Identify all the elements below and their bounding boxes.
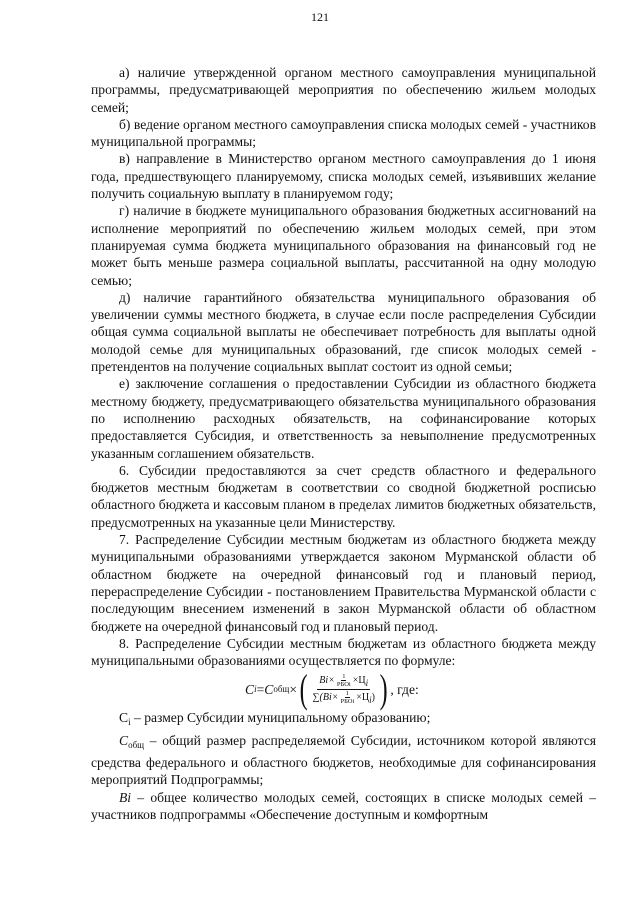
paragraph-item-d: д) наличие гарантийного обязательства муниципального образования об увеличении суммы местного бюджета, в случае если после распределения Субсидии общая сумма социальной выплаты не обеспечивает потребность для выплаты одной молодой семье для муниципальных образований, где список молодых семей - претендентов на получение социальных выплат состоит из одной семьи; — [91, 289, 596, 375]
paragraph-6: 6. Субсидии предоставляются за счет средств областного и федерального бюджетов местным бюджетам в соответствии со сводной бюджетной росписью областного бюджета и кассовым планом в пределах лимитов бюджетных обязательств, предусмотренных на указанные цели Министерству. — [91, 462, 596, 530]
formula-lhs: C — [245, 681, 255, 697]
formula-equals: = — [256, 681, 265, 697]
formula-den-small-frac — [338, 690, 356, 705]
formula-lhs-sub: i — [254, 683, 257, 694]
definition-ci-term: С — [119, 710, 129, 726]
formula-den-close: ) — [371, 691, 376, 703]
paragraph-item-b: б) ведение органом местного самоуправления списка молодых семей - участников муниципальной программы; — [91, 116, 596, 150]
formula-den-b-sub: i — [369, 694, 372, 705]
formula-sum-sign: ∑ — [312, 691, 320, 703]
formula-num-a: Bi× — [319, 674, 335, 686]
formula-where: , где: — [390, 681, 419, 697]
definition-bi-term: Bi — [119, 789, 132, 805]
definition-c-total-term: C — [119, 732, 129, 748]
formula-open-paren: ( — [299, 666, 308, 712]
paragraph-item-g: г) наличие в бюджете муниципального образования бюджетных ассигнований на исполнение мероприятий по обеспечению жильем молодых семей, при этом планируемая сумма бюджета муниципального образования на финансовый год не может быть меньше размера социальной выплаты, рассчитанной на одну молодую семью; — [91, 203, 596, 288]
formula-fraction — [310, 673, 377, 706]
formula-close-paren: ) — [379, 666, 388, 712]
formula-num-small-frac — [335, 673, 353, 688]
formula-small-den: РБОi — [336, 681, 351, 689]
paragraph-item-e: е) заключение соглашения о предоставлении Субсидии из областного бюджета местному бюджету, предусматривающего обязательства муниципального образования по исполнению расходных обязательств, на софинансирование которых предоставляется Субсидия, и ответственность за невыполнение предусмотренных указанным соглашением обязательств. — [91, 376, 596, 461]
definition-ci — [91, 709, 596, 731]
paragraph-item-v: в) направление в Министерство органом местного самоуправления до 1 июня года, предшествующего планируемому, списка молодых семей, изъявивших желание получить социальную выплату в планируемом году; — [91, 151, 596, 202]
paragraph-7: 7. Распределение Субсидии местным бюджетам из областного бюджета между муниципальными образованиями утверждается законом Мурманской области об областном бюджете на очередной финансовый год и плановый период, перераспределение Субсидии - постановлением Правительства Мурманской области с последующим внесением изменений в закон Мурманской области об областном бюджете на очередной финансовый год и плановый период. — [91, 532, 596, 634]
definition-bi — [91, 789, 596, 824]
definition-ci-term-sub: i — [128, 717, 131, 728]
paragraph-8: 8. Распределение Субсидии местным бюджетам из областного бюджета между муниципальными образованиями осуществляется по формуле: — [91, 635, 596, 669]
definition-ci-text: – размер Субсидии муниципальному образованию; — [130, 710, 431, 726]
definition-c-total-term-sub: общ — [128, 739, 145, 750]
formula-den-small-num: 1 — [345, 689, 349, 697]
formula-denominator — [310, 690, 377, 706]
formula-c-total: C — [264, 681, 274, 697]
formula-den-a: (Bi× — [319, 691, 339, 703]
formula-den-small-den: РБОi — [340, 697, 355, 705]
formula-c-total-sub: общ — [273, 683, 290, 694]
subsidy-formula — [91, 666, 596, 712]
definition-c-total — [91, 732, 596, 789]
paragraph-item-a: а) наличие утвержденной органом местного самоуправления муниципальной программы, предусматривающей мероприятия по обеспечению жильем молодых семей; — [91, 65, 596, 115]
formula-den-b: ×Ц — [356, 691, 370, 703]
formula-num-b-sub: i — [365, 677, 369, 688]
definition-c-total-text: – общий размер распределяемой Субсидии, источником которой являются средства федерального и областного бюджетов, необходимые для софинансирования мероприятий Подпрограммы; — [91, 732, 596, 788]
formula-num-b: ×Ц — [352, 674, 366, 686]
formula-times: × — [289, 681, 298, 697]
definition-bi-text: – общее количество молодых семей, состоящих в списке молодых семей – участников подпрограммы «Обеспечение доступным и комфортным — [91, 789, 596, 822]
document-body — [91, 64, 596, 823]
page-number: 121 — [311, 10, 329, 24]
formula-numerator — [317, 673, 370, 690]
formula-small-num: 1 — [342, 673, 346, 681]
